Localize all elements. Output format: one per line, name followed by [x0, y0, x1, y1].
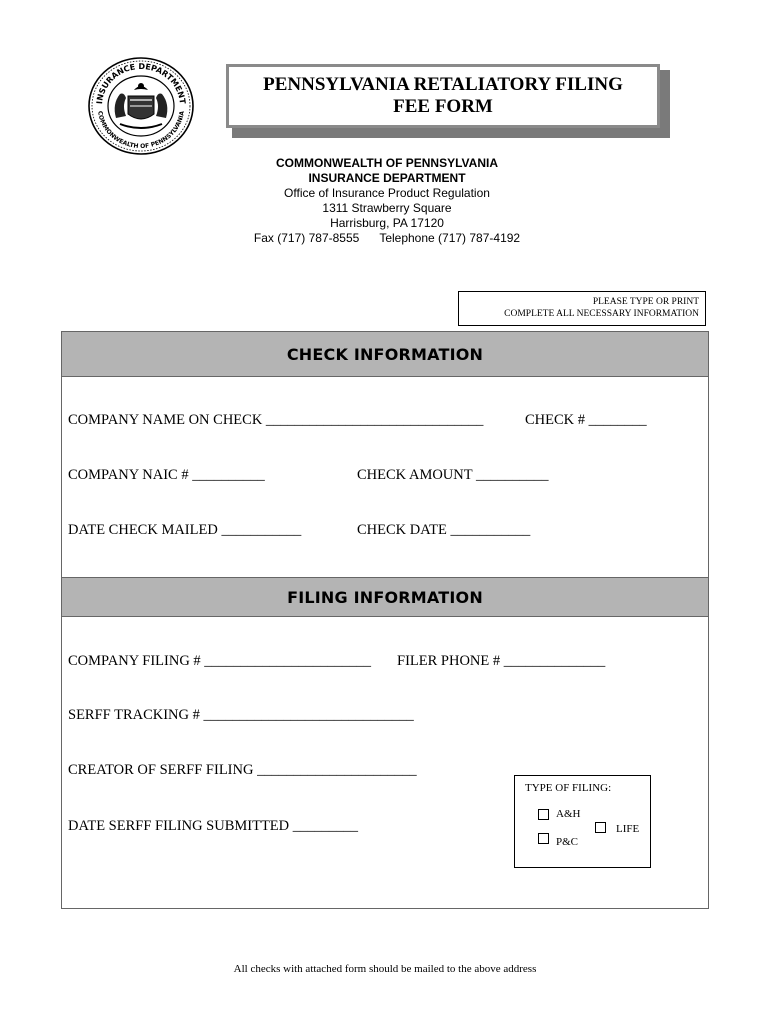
notice-line2: COMPLETE ALL NECESSARY INFORMATION [504, 309, 699, 319]
type-of-filing-box [514, 775, 651, 868]
contact-line [200, 231, 574, 246]
fax-number: Fax (717) 787-8555 [253, 231, 360, 245]
seal-top-text: INSURANCE DEPARTMENT [95, 61, 188, 105]
form-title: PENNSYLVANIA RETALIATORY FILING FEE FORM [263, 74, 623, 117]
serff-submitted-date-field[interactable]: DATE SERFF FILING SUBMITTED _________ [68, 818, 359, 834]
check-information-section [61, 331, 709, 579]
date-check-mailed-field[interactable]: DATE CHECK MAILED ___________ [68, 522, 302, 538]
notice-line1: PLEASE TYPE OR PRINT [592, 297, 699, 307]
filing-information-heading: FILING INFORMATION [62, 578, 708, 617]
title-box [226, 64, 660, 128]
serff-tracking-field[interactable]: SERFF TRACKING # _____________________________ [68, 707, 414, 723]
agency-line1: COMMONWEALTH OF PENNSYLVANIA [276, 156, 498, 170]
ah-checkbox[interactable] [538, 809, 549, 820]
company-filing-number-field[interactable]: COMPANY FILING # _______________________ [68, 653, 372, 669]
check-information-heading: CHECK INFORMATION [62, 332, 708, 377]
office-name: Office of Insurance Product Regulation [284, 186, 490, 200]
pc-label: P&C [556, 836, 579, 848]
address-line1: 1311 Strawberry Square [322, 201, 452, 215]
agency-address-block [200, 156, 574, 246]
print-notice [458, 291, 706, 326]
check-number-field[interactable]: CHECK # ________ [525, 412, 647, 428]
address-line2: Harrisburg, PA 17120 [330, 216, 444, 230]
agency-line2: INSURANCE DEPARTMENT [308, 171, 466, 185]
pc-checkbox[interactable] [538, 833, 549, 844]
company-naic-field[interactable]: COMPANY NAIC # __________ [68, 467, 265, 483]
ah-label: A&H [556, 808, 581, 820]
type-of-filing-label: TYPE OF FILING: [525, 782, 612, 794]
serff-creator-field[interactable]: CREATOR OF SERFF FILING ______________________ [68, 762, 417, 778]
life-checkbox[interactable] [595, 822, 606, 833]
life-label: LIFE [616, 823, 640, 835]
department-seal [86, 56, 196, 156]
check-date-field[interactable]: CHECK DATE ___________ [357, 522, 531, 538]
filer-phone-field[interactable]: FILER PHONE # ______________ [397, 653, 606, 669]
telephone-number: Telephone (717) 787-4192 [379, 231, 521, 245]
check-amount-field[interactable]: CHECK AMOUNT __________ [357, 467, 549, 483]
seal-bottom-text: COMMONWEALTH OF PENNSYLVANIA [96, 110, 186, 151]
company-name-field[interactable]: COMPANY NAME ON CHECK ______________________________ [68, 412, 484, 428]
mailing-footer-note: All checks with attached form should be mailed to the above address [233, 963, 537, 975]
